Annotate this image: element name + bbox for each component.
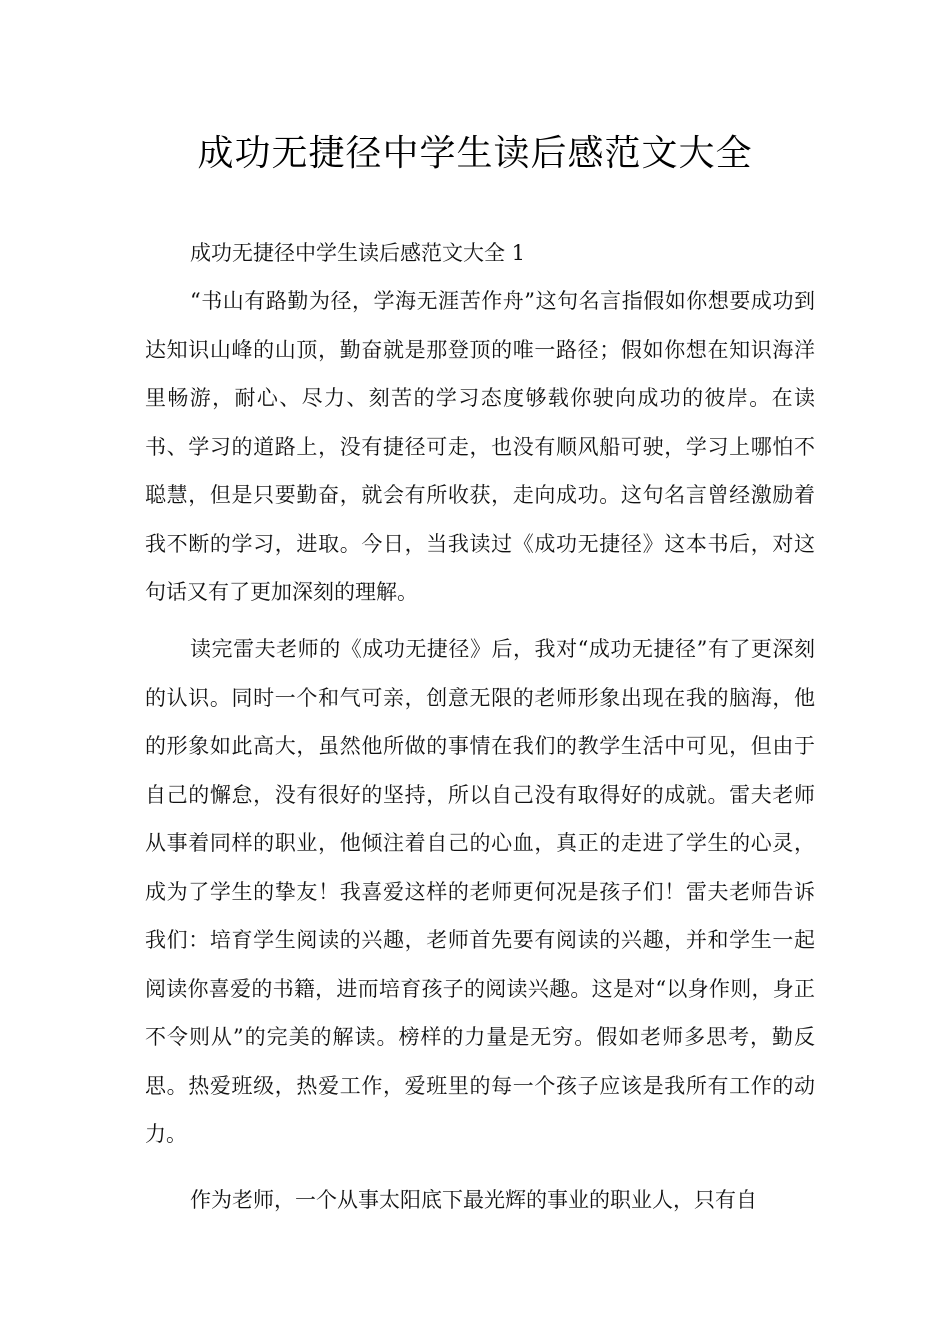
document-title: 成功无捷径中学生读后感范文大全 bbox=[197, 133, 753, 174]
paragraph-1: “书山有路勤为径，学海无涯苦作舟”这句名言指假如你想要成功到达知识山峰的山顶，勤奋就是那登顶的唯一路径；假如你想在知识海洋里畅游，耐心、尽力、刻苦的学习态度够载你驶向成功的彼岸。在读书、学习的道路上，没有捷径可走，也没有顺风船可驶，学习上哪怕不聪慧，但是只要勤奋，就会有所收获，走向成功。这句名言曾经激励着我不断的学习，进取。今日，当我读过《成功无捷径》这本书后，对这句话又有了更加深刻的理解。 bbox=[145, 289, 815, 604]
paragraph-3: 作为老师，一个从事太阳底下最光辉的事业的职业人，只有自 bbox=[190, 1188, 757, 1212]
section-heading: 成功无捷径中学生读后感范文大全 1 bbox=[190, 241, 526, 265]
paragraph-2: 读完雷夫老师的《成功无捷径》后，我对“成功无捷径”有了更深刻的认识。同时一个和气可亲，创意无限的老师形象出现在我的脑海，他的形象如此高大，虽然他所做的事情在我们的教学生活中可见，但由于自己的懈怠，没有很好的坚持，所以自己没有取得好的成就。雷夫老师从事着同样的职业，他倾注着自己的心血，真正的走进了学生的心灵，成为了学生的挚友！我喜爱这样的老师更何况是孩子们！雷夫老师告诉我们：培育学生阅读的兴趣，老师首先要有阅读的兴趣，并和学生一起阅读你喜爱的书籍，进而培育孩子的阅读兴趣。这是对“以身作则，身正不令则从”的完美的解读。榜样的力量是无穷。假如老师多思考，勤反思。热爱班级，热爱工作，爱班里的每一个孩子应该是我所有工作的动力。 bbox=[145, 637, 815, 1146]
